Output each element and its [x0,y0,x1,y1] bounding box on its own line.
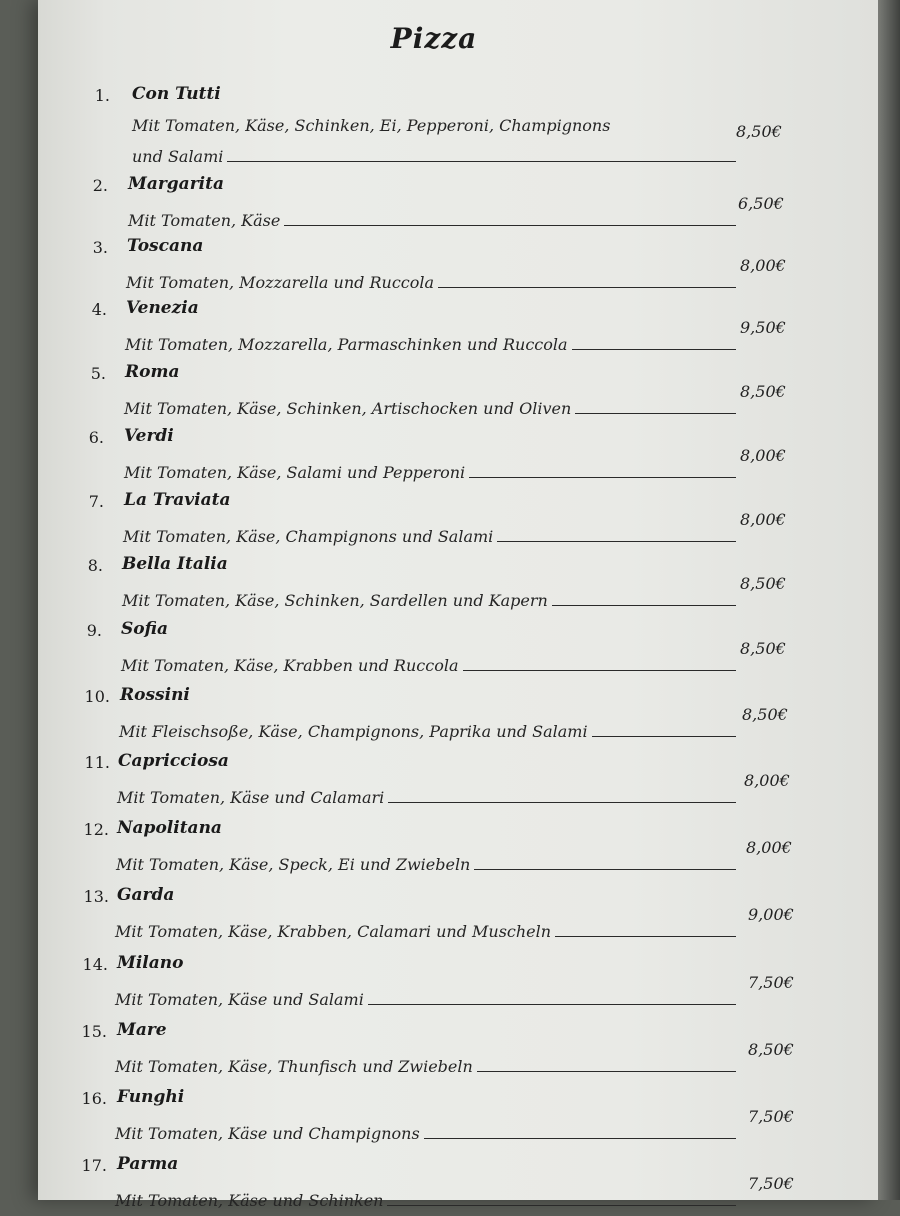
menu-item [0,753,900,813]
item-description-row [115,1184,738,1210]
item-description-row [132,140,738,166]
item-number: 14. [82,955,108,974]
item-number: 11. [84,753,110,772]
menu-item [0,955,900,1015]
item-description: Mit Tomaten, Käse und Salami [115,990,364,1009]
leader-line [477,1070,736,1072]
item-price: 7,50€ [748,973,794,992]
leader-line [368,1003,736,1005]
item-price: 8,50€ [740,574,786,593]
item-number: 15. [81,1022,107,1041]
leader-line [474,868,736,870]
menu-item [0,428,900,488]
item-number: 2. [92,176,108,195]
item-description: Mit Tomaten, Käse und Champignons [115,1124,420,1143]
item-name: Margarita [128,174,224,194]
item-price: 7,50€ [748,1107,794,1126]
item-description-row [116,848,738,874]
item-name: Mare [117,1020,167,1040]
item-description: Mit Tomaten, Mozzarella und Ruccola [126,273,435,292]
item-name: Venezia [126,298,199,318]
menu-title: Pizza [390,22,478,55]
leader-line [575,412,736,414]
menu-item [0,176,900,236]
item-name: Parma [117,1154,179,1174]
item-name: La Traviata [124,490,231,510]
menu-item [0,556,900,616]
leader-line [572,348,736,350]
item-name: Rossini [120,685,190,705]
item-price: 8,00€ [740,510,786,529]
menu-item [0,887,900,947]
item-description: Mit Tomaten, Käse und Calamari [117,788,385,807]
item-number: 10. [84,687,110,706]
item-description-row [126,266,738,292]
item-name: Con Tutti [132,84,221,104]
item-description-row [122,584,738,610]
item-price: 8,00€ [740,256,786,275]
item-name: Funghi [117,1087,185,1107]
item-description: und Salami [132,147,224,166]
item-description: Mit Tomaten, Käse, Salami und Pepperoni [124,463,466,482]
leader-line [592,735,736,737]
item-description: Mit Tomaten, Käse, Schinken, Artischocken und Oliven [124,399,572,418]
leader-line [227,160,736,162]
menu-item [0,300,900,360]
item-price: 8,00€ [744,771,790,790]
item-description: Mit Tomaten, Käse, Thunfisch und Zwiebeln [115,1057,473,1076]
leader-line [555,935,736,937]
menu-item [0,820,900,880]
item-price: 9,00€ [748,905,794,924]
item-description: Mit Fleischsoße, Käse, Champignons, Paprika und Salami [119,722,588,741]
item-description-row [123,520,738,546]
item-description-row [115,1050,738,1076]
item-description-row [121,649,738,675]
item-number: 8. [87,556,103,575]
item-description-row [115,915,738,941]
item-description: Mit Tomaten, Käse, Speck, Ei und Zwiebeln [116,855,471,874]
leader-line [284,224,736,226]
item-number: 5. [90,364,106,383]
item-price: 8,50€ [742,705,788,724]
item-description-row [124,392,738,418]
leader-line [438,286,736,288]
item-description: Mit Tomaten, Käse und Schinken [115,1191,384,1210]
item-number: 13. [83,887,109,906]
item-description: Mit Tomaten, Käse, Krabben, Calamari und Muscheln [115,922,552,941]
menu-item [0,1022,900,1082]
item-number: 1. [94,86,110,105]
item-price: 8,00€ [746,838,792,857]
item-description-line: Mit Tomaten, Käse, Schinken, Ei, Pepperoni, Champignons [132,116,611,135]
menu-item [0,364,900,424]
item-price: 8,50€ [748,1040,794,1059]
menu-item [0,238,900,298]
item-name: Verdi [124,426,174,446]
item-price: 7,50€ [748,1174,794,1193]
leader-line [552,604,736,606]
item-description: Mit Tomaten, Käse, Champignons und Salami [123,527,494,546]
item-number: 9. [86,621,102,640]
item-price: 8,50€ [740,382,786,401]
menu-item [0,1089,900,1149]
item-name: Roma [125,362,180,382]
item-name: Sofia [121,619,168,639]
menu-item [0,492,900,552]
item-number: 16. [81,1089,107,1108]
item-description: Mit Tomaten, Käse, Schinken, Sardellen und Kapern [122,591,548,610]
item-price: 8,50€ [740,639,786,658]
leader-line [463,669,737,671]
item-number: 12. [83,820,109,839]
item-description-row [124,456,738,482]
item-number: 6. [88,428,104,447]
item-description-row [119,715,738,741]
item-description: Mit Tomaten, Mozzarella, Parmaschinken und Ruccola [125,335,568,354]
item-description: Mit Tomaten, Käse, Krabben und Ruccola [121,656,459,675]
item-number: 4. [91,300,107,319]
item-price: 9,50€ [740,318,786,337]
item-name: Toscana [127,236,204,256]
leader-line [497,540,736,542]
item-number: 17. [81,1156,107,1175]
item-description: Mit Tomaten, Käse [128,211,281,230]
item-name: Napolitana [117,818,222,838]
menu-item [0,621,900,681]
item-description-row [128,204,738,230]
leader-line [388,801,736,803]
item-price: 8,50€ [736,122,782,141]
item-description-row [125,328,738,354]
item-description-row [117,781,738,807]
menu-item [0,1156,900,1216]
menu-item [0,84,900,166]
leader-line [469,476,736,478]
item-number: 3. [92,238,108,257]
item-price: 8,00€ [740,446,786,465]
item-name: Garda [117,885,175,905]
item-name: Milano [117,953,184,973]
item-description-row [115,983,738,1009]
item-number: 7. [88,492,104,511]
leader-line [424,1137,736,1139]
item-price: 6,50€ [738,194,784,213]
menu-item [0,687,900,747]
item-description-row [115,1117,738,1143]
item-name: Bella Italia [122,554,228,574]
leader-line [387,1204,736,1206]
item-name: Capricciosa [118,751,229,771]
